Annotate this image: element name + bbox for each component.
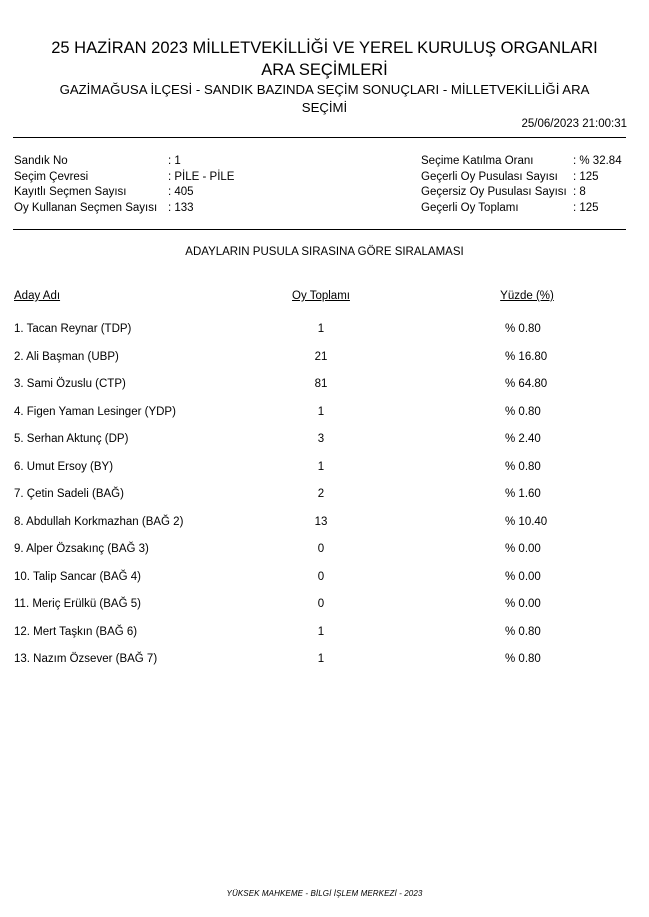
vote-count: 1 xyxy=(317,653,325,665)
table-row xyxy=(14,433,626,461)
vote-percent: % 2.40 xyxy=(505,433,541,445)
vote-percent: % 0.80 xyxy=(505,323,541,335)
vote-percent: % 0.00 xyxy=(505,543,541,555)
vote-count: 13 xyxy=(314,515,328,528)
stat-value: : 8 xyxy=(573,186,586,198)
column-header-votes: Oy Toplamı xyxy=(292,290,350,302)
table-row xyxy=(14,543,626,571)
candidate-name: 4. Figen Yaman Lesinger (YDP) xyxy=(14,405,176,418)
vote-percent: % 0.80 xyxy=(505,653,541,665)
stat-row xyxy=(421,154,622,170)
info-row xyxy=(14,201,234,217)
table-row xyxy=(14,351,626,379)
candidate-name: 5. Serhan Aktunç (DP) xyxy=(14,433,129,445)
stat-value: : 125 xyxy=(573,201,599,214)
candidate-name: 3. Sami Özuslu (CTP) xyxy=(14,378,126,390)
subtitle-line-1: GAZİMAĞUSA İLÇESİ - SANDIK BAZINDA SEÇİM SONUÇLARI - MİLLETVEKİLLİĞİ ARA xyxy=(59,82,590,97)
candidate-name: 6. Umut Ersoy (BY) xyxy=(14,460,114,473)
candidate-name: 11. Meriç Erülkü (BAĞ 5) xyxy=(14,598,141,610)
table-row xyxy=(14,653,626,681)
vote-percent: % 0.00 xyxy=(505,598,541,610)
document-title xyxy=(10,37,639,81)
vote-count: 81 xyxy=(314,378,328,390)
report-timestamp: 25/06/2023 21:00:31 xyxy=(521,118,627,130)
info-row xyxy=(14,185,234,201)
vote-percent: % 0.80 xyxy=(505,405,541,418)
stat-value: : 125 xyxy=(573,170,599,183)
vote-percent: % 0.80 xyxy=(505,460,541,473)
table-row xyxy=(14,571,626,599)
ballot-box-info xyxy=(14,154,234,216)
info-label: Seçim Çevresi xyxy=(14,170,89,183)
candidate-name: 2. Ali Başman (UBP) xyxy=(14,350,119,363)
candidate-name: 1. Tacan Reynar (TDP) xyxy=(14,323,132,335)
stat-label: Geçerli Oy Toplamı xyxy=(421,201,519,214)
vote-count: 1 xyxy=(317,323,325,335)
table-row xyxy=(14,406,626,434)
vote-count: 1 xyxy=(317,405,325,418)
vote-percent: % 10.40 xyxy=(505,515,548,528)
candidate-name: 13. Nazım Özsever (BAĞ 7) xyxy=(14,653,158,665)
vote-percent: % 0.00 xyxy=(505,570,541,583)
vote-count: 1 xyxy=(317,460,325,473)
vote-count: 3 xyxy=(317,433,325,445)
table-row xyxy=(14,323,626,351)
table-body xyxy=(14,323,626,681)
info-row xyxy=(14,154,234,170)
info-value: : 1 xyxy=(168,155,181,167)
stat-row xyxy=(421,201,622,217)
title-line-1: 25 HAZİRAN 2023 MİLLETVEKİLLİĞİ VE YEREL KURULUŞ ORGANLARI xyxy=(51,39,598,57)
candidate-name: 9. Alper Özsakınç (BAĞ 3) xyxy=(14,543,149,555)
title-line-2: ARA SEÇİMLERİ xyxy=(261,61,388,79)
table-row xyxy=(14,598,626,626)
vote-percent: % 0.80 xyxy=(505,625,541,638)
info-value: : 133 xyxy=(168,201,194,214)
stat-label: Geçerli Oy Pusulası Sayısı xyxy=(421,170,558,183)
vote-statistics xyxy=(421,154,622,216)
vote-percent: % 16.80 xyxy=(505,350,548,363)
stat-label: Seçime Katılma Oranı xyxy=(421,155,534,167)
table-row xyxy=(14,378,626,406)
info-value: : PİLE - PİLE xyxy=(168,170,235,183)
info-label: Oy Kullanan Seçmen Sayısı xyxy=(14,201,158,214)
table-row xyxy=(14,488,626,516)
info-label: Sandık No xyxy=(14,155,68,167)
vote-count: 21 xyxy=(314,350,328,363)
table-row xyxy=(14,626,626,654)
subtitle-line-2: SEÇİMİ xyxy=(301,100,348,115)
stat-row xyxy=(421,170,622,186)
stat-value: : % 32.84 xyxy=(573,155,622,167)
column-header-name: Aday Adı xyxy=(14,290,61,302)
info-divider xyxy=(13,229,626,230)
column-header-percent: Yüzde (%) xyxy=(500,290,554,302)
info-label: Kayıtlı Seçmen Sayısı xyxy=(14,186,127,198)
top-divider xyxy=(13,137,626,138)
stat-label: Geçersiz Oy Pusulası Sayısı xyxy=(421,186,567,198)
candidate-name: 12. Mert Taşkın (BAĞ 6) xyxy=(14,625,138,638)
candidate-name: 8. Abdullah Korkmazhan (BAĞ 2) xyxy=(14,515,184,528)
info-value: : 405 xyxy=(168,186,194,198)
section-title: ADAYLARIN PUSULA SIRASINA GÖRE SIRALAMASI xyxy=(185,246,464,258)
footer-text: YÜKSEK MAHKEME - BİLGİ İŞLEM MERKEZİ - 2023 xyxy=(226,889,423,898)
table-row xyxy=(14,461,626,489)
vote-count: 2 xyxy=(317,488,325,500)
vote-count: 0 xyxy=(317,570,325,583)
table-header xyxy=(14,290,626,323)
info-row xyxy=(14,170,234,186)
vote-count: 0 xyxy=(317,543,325,555)
vote-count: 1 xyxy=(317,625,325,638)
stat-row xyxy=(421,185,622,201)
candidate-name: 7. Çetin Sadeli (BAĞ) xyxy=(14,488,124,500)
vote-count: 0 xyxy=(317,598,325,610)
table-row xyxy=(14,516,626,544)
document-subtitle xyxy=(10,81,639,117)
candidate-name: 10. Talip Sancar (BAĞ 4) xyxy=(14,570,141,583)
vote-percent: % 64.80 xyxy=(505,378,548,390)
candidate-results-table xyxy=(14,290,626,681)
vote-percent: % 1.60 xyxy=(505,488,541,500)
